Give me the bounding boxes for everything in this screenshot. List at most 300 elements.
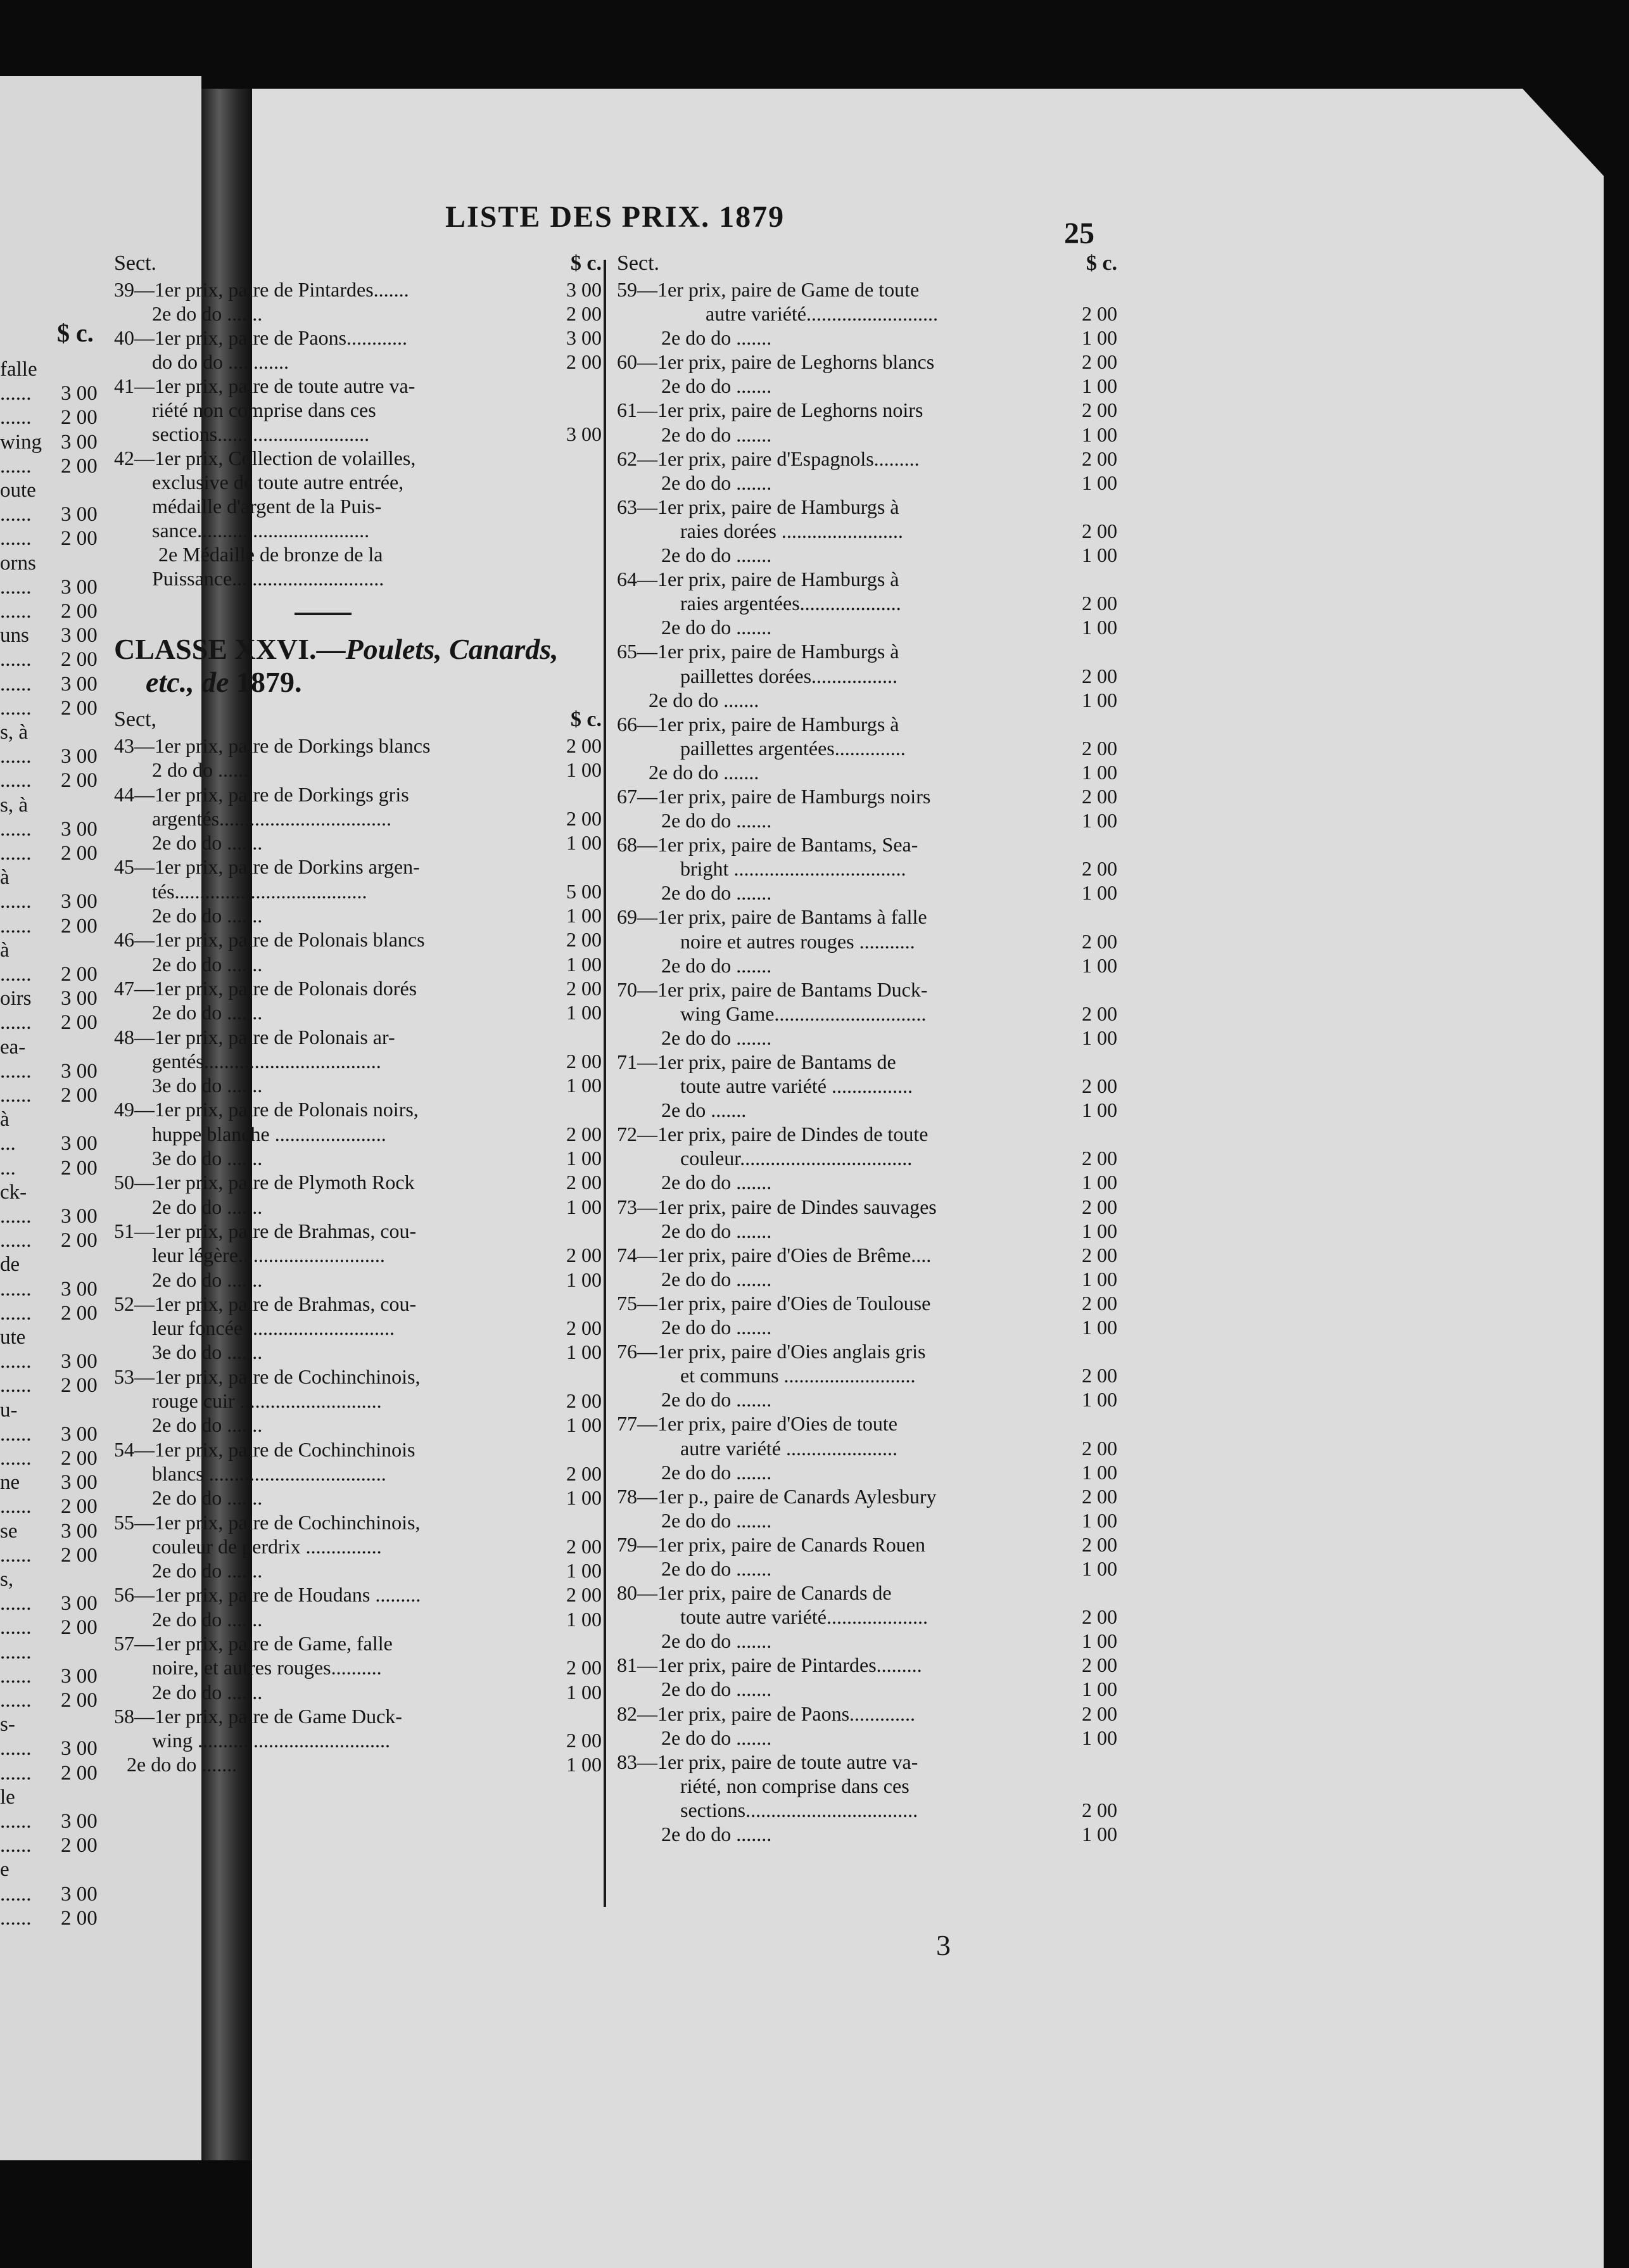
prize-description: 77—1er prix, paire d'Oies de toute: [617, 1412, 897, 1436]
prize-line: [617, 1123, 1117, 1147]
prize-line: [114, 953, 602, 977]
prize-description: 2e do do .......: [661, 326, 772, 350]
prize-line: [617, 471, 1117, 495]
prize-line: [617, 1461, 1117, 1485]
prize-line: [114, 1753, 602, 1777]
right-column: [617, 249, 1117, 1847]
class-number: CLASSE XXVI.—: [114, 633, 346, 665]
prize-line: [114, 1171, 602, 1195]
left-page-text: uns: [0, 624, 29, 647]
left-page-text: ......: [0, 1374, 32, 1398]
prize-line: [617, 1244, 1117, 1268]
prize-description: 62—1er prix, paire d'Espagnols.........: [617, 447, 920, 470]
prize-description: riété non comprise dans ces: [152, 398, 376, 421]
prize-description: rouge cuir ............................: [152, 1389, 382, 1413]
prize-line: [114, 977, 602, 1001]
prize-line: [114, 807, 602, 831]
prize-line: [114, 1559, 602, 1583]
left-page-amount: 3 00: [61, 1422, 98, 1446]
prize-line: [114, 1413, 602, 1437]
prize-description: 58—1er prix, paire de Game Duck-: [114, 1704, 402, 1728]
left-page-text: s,: [0, 1568, 14, 1591]
prize-description: 70—1er prix, paire de Bantams Duck-: [617, 978, 928, 1001]
prize-amount: 2 00: [1082, 1798, 1117, 1821]
prize-amount: 2 00: [1082, 1436, 1117, 1460]
left-page-text: ......: [0, 454, 32, 478]
prize-amount: 1 00: [1082, 471, 1117, 494]
prize-amount: 2 00: [566, 806, 602, 830]
prize-line: [114, 519, 602, 543]
left-page-text: ute: [0, 1326, 26, 1349]
left-page-amount: 3 00: [61, 1810, 98, 1833]
prize-line: [617, 350, 1117, 374]
prize-amount: 2 00: [1082, 736, 1117, 760]
prize-amount: 2 00: [1082, 664, 1117, 687]
prize-line: [114, 831, 602, 855]
prize-line: [114, 1268, 602, 1292]
left-page-amount: 3 00: [61, 745, 98, 768]
prize-line: [617, 1533, 1117, 1557]
prize-description: 60—1er prix, paire de Leghorns blancs: [617, 350, 935, 374]
prize-line: [617, 1437, 1117, 1461]
left-page-text: ......: [0, 914, 32, 938]
prize-description: 45—1er prix, paire de Dorkins argen-: [114, 855, 420, 879]
prize-description: 2e do .......: [661, 1099, 747, 1122]
prize-line: [617, 1823, 1117, 1847]
left-page-text: ......: [0, 890, 32, 914]
prize-amount: 1 00: [1082, 760, 1117, 784]
prize-amount: 2 00: [1082, 1195, 1117, 1218]
left-page-text: à: [0, 1108, 10, 1131]
prize-amount: 1 00: [1082, 1823, 1117, 1845]
left-page-amount: 2 00: [61, 1301, 98, 1325]
prize-description: leur foncée .............................: [152, 1316, 395, 1340]
prize-line: [617, 374, 1117, 398]
prize-line: [114, 928, 602, 952]
prize-amount: 1 00: [1082, 1267, 1117, 1290]
prize-description: 51—1er prix, paire de Brahmas, cou-: [114, 1219, 417, 1242]
prize-description: 55—1er prix, paire de Cochinchinois,: [114, 1510, 421, 1534]
prize-amount: 2 00: [1082, 350, 1117, 374]
left-page-amount: 2 00: [61, 1834, 98, 1857]
left-page-amount: 3 00: [61, 1519, 98, 1543]
prize-line: [617, 495, 1117, 519]
prize-description: 43—1er prix, paire de Dorkings blancs: [114, 734, 431, 757]
left-page-text: ......: [0, 696, 32, 720]
left-page-amount: 3 00: [61, 1592, 98, 1615]
prize-description: 39—1er prix, paire de Pintardes.......: [114, 278, 409, 301]
prize-line: [114, 350, 602, 374]
prize-line: [114, 1486, 602, 1510]
left-page-amount: 2 00: [61, 1156, 98, 1180]
prize-description: 2 do do .......: [152, 758, 253, 782]
prize-amount: 2 00: [566, 1729, 602, 1752]
prize-amount: 1 00: [1082, 1099, 1117, 1122]
left-page-amount: 3 00: [61, 817, 98, 841]
prize-amount: 1 00: [1082, 544, 1117, 567]
left-page-amount: 3 00: [61, 624, 98, 647]
prize-line: [617, 1099, 1117, 1123]
prize-line: [114, 1074, 602, 1098]
prize-amount: 1 00: [1082, 423, 1117, 446]
prize-amount: 2 00: [566, 1171, 602, 1194]
left-page-text: ......: [0, 1761, 32, 1785]
divider-rule: [295, 613, 352, 615]
prize-line: [114, 567, 602, 591]
prize-amount: 1 00: [1082, 1388, 1117, 1411]
left-page-amount: 3 00: [61, 430, 98, 454]
left-page-text: de: [0, 1253, 20, 1277]
prize-amount: 1 00: [566, 1607, 602, 1631]
prize-line: [617, 737, 1117, 761]
left-page-text: falle: [0, 358, 37, 381]
prize-description: 2e do do .......: [661, 1823, 772, 1845]
prize-amount: 1 00: [566, 1268, 602, 1291]
prize-line: [617, 1388, 1117, 1412]
prize-line: [114, 302, 602, 326]
left-page-text: à: [0, 938, 10, 962]
prize-line: [114, 326, 602, 350]
prize-amount: 2 00: [566, 1244, 602, 1267]
prize-line: [617, 616, 1117, 640]
prize-description: 69—1er prix, paire de Bantams à falle: [617, 905, 927, 929]
prize-description: 52—1er prix, paire de Brahmas, cou-: [114, 1292, 417, 1315]
left-page-text: oute: [0, 479, 36, 502]
prize-line: [114, 1147, 602, 1171]
left-page-amount: 2 00: [61, 1084, 98, 1107]
prize-amount: 3 00: [566, 278, 602, 301]
prize-description: 47—1er prix, paire de Polonais dorés: [114, 976, 417, 1000]
prize-line: [617, 1195, 1117, 1220]
prize-description: noire et autres rouges ...........: [680, 929, 915, 953]
prize-description: 3e do do .......: [152, 1147, 263, 1170]
prize-description: do do do ............: [152, 350, 289, 373]
prize-description: 2e do do .......: [152, 302, 263, 325]
prize-description: 2e do do .......: [661, 1460, 772, 1484]
prize-line: [114, 495, 602, 519]
left-page-text: s-: [0, 1713, 15, 1736]
prize-amount: 2 00: [1082, 1605, 1117, 1629]
prize-amount: 1 00: [1082, 1557, 1117, 1580]
prize-amount: 1 00: [566, 1147, 602, 1170]
prize-line: [617, 930, 1117, 954]
prize-description: 57—1er prix, paire de Game, falle: [114, 1631, 393, 1655]
prize-description: 2e do do .......: [649, 760, 759, 784]
prize-line: [114, 1098, 602, 1122]
prize-amount: 1 00: [1082, 1219, 1117, 1242]
prize-amount: 2 00: [1082, 929, 1117, 953]
left-page-text: ......: [0, 842, 32, 865]
left-page-text: ......: [0, 1616, 32, 1640]
left-page-text: ......: [0, 1205, 32, 1228]
prize-line: [617, 1702, 1117, 1726]
prize-description: 2e do do .......: [661, 1219, 772, 1242]
prize-description: 82—1er prix, paire de Paons.............: [617, 1702, 916, 1725]
prize-amount: 2 00: [1082, 398, 1117, 422]
left-page-text: ...: [0, 1132, 16, 1156]
prize-line: [617, 568, 1117, 592]
left-page-amount: 2 00: [61, 1495, 98, 1519]
prize-amount: 2 00: [566, 976, 602, 1000]
prize-line: [114, 1535, 602, 1559]
prize-line: [617, 1316, 1117, 1340]
prize-line: [617, 1412, 1117, 1436]
prize-description: 2e do do .......: [152, 904, 263, 927]
prize-description: 2e do do .......: [152, 1195, 263, 1218]
prize-amount: 2 00: [1082, 302, 1117, 326]
left-page-amount: 3 00: [61, 1350, 98, 1373]
prize-amount: 1 00: [1082, 1026, 1117, 1049]
prize-description: 50—1er prix, paire de Plymoth Rock: [114, 1171, 415, 1194]
prize-line: [617, 1678, 1117, 1702]
left-page-text: ......: [0, 1301, 32, 1325]
prize-description: 59—1er prix, paire de Game de toute: [617, 278, 920, 301]
left-page-amount: 3 00: [61, 1205, 98, 1228]
prize-description: 76—1er prix, paire d'Oies anglais gris: [617, 1340, 926, 1363]
prize-description: autre variété..........................: [706, 302, 938, 326]
prize-line: [617, 544, 1117, 568]
prize-description: 64—1er prix, paire de Hamburgs à: [617, 568, 899, 591]
prize-line: [617, 592, 1117, 616]
prize-description: 40—1er prix, paire de Paons............: [114, 326, 408, 349]
left-page-text: ...: [0, 1156, 16, 1180]
prize-list-right: [617, 278, 1117, 1847]
prize-amount: 1 00: [1082, 688, 1117, 711]
prize-description: 56—1er prix, paire de Houdans .........: [114, 1583, 421, 1607]
left-column-header-2: [114, 705, 602, 734]
left-page-amount: 2 00: [61, 648, 98, 672]
prize-line: [617, 1220, 1117, 1244]
left-page-text: ......: [0, 963, 32, 986]
left-page-text: ......: [0, 1737, 32, 1761]
class-year: 1879.: [236, 666, 302, 698]
prize-amount: 3 00: [566, 423, 602, 445]
prize-description: 2e do do .......: [152, 952, 263, 976]
prize-amount: 1 00: [1082, 1678, 1117, 1701]
prize-line: [114, 1729, 602, 1753]
left-page-text: ......: [0, 1543, 32, 1567]
prize-line: [617, 1557, 1117, 1581]
prize-line: [617, 326, 1117, 350]
prize-description: raies argentées....................: [680, 592, 901, 615]
prize-amount: 2 00: [1082, 1291, 1117, 1315]
left-page-text: s, à: [0, 721, 28, 744]
left-page-amount: 3 00: [61, 1059, 98, 1083]
prize-amount: 2 00: [566, 1316, 602, 1340]
prize-amount: 1 00: [566, 1195, 602, 1218]
left-page-amount: 3 00: [61, 987, 98, 1010]
class-title-2: etc., de: [146, 666, 229, 698]
prize-line: [114, 1341, 602, 1365]
prize-amount: 2 00: [1082, 447, 1117, 470]
left-page-line: [0, 1834, 201, 1858]
prize-line: [114, 1656, 602, 1680]
left-page-text: ne: [0, 1471, 20, 1494]
prize-line: [617, 1147, 1117, 1171]
prize-line: [114, 423, 602, 447]
left-page-text: ......: [0, 600, 32, 623]
prize-description: 2e do do .......: [152, 831, 263, 855]
left-page-text: ......: [0, 1882, 32, 1906]
left-page-amount: 3 00: [61, 1277, 98, 1301]
prize-amount: 1 00: [1082, 953, 1117, 977]
prize-line: [617, 1799, 1117, 1823]
prize-description: 2e do do .......: [661, 1316, 772, 1339]
left-page-amount: 2 00: [61, 1616, 98, 1640]
prize-line: [617, 713, 1117, 737]
left-page-text: ......: [0, 1640, 32, 1664]
prize-amount: 1 00: [566, 831, 602, 855]
left-page-text: ......: [0, 648, 32, 672]
left-page-amount: 2 00: [61, 1374, 98, 1398]
prize-description: paillettes dorées.................: [680, 664, 898, 687]
prize-description: 81—1er prix, paire de Pintardes.........: [617, 1653, 922, 1677]
prize-description: 2e do do .......: [661, 1388, 772, 1411]
prize-description: 2e do do .......: [661, 616, 772, 639]
prize-description: gentés...................................: [152, 1049, 381, 1073]
prize-line: [114, 471, 602, 495]
left-page-amount: 3 00: [61, 1882, 98, 1906]
prize-description: 54—1er prix, paire de Cochinchinois: [114, 1437, 415, 1461]
prize-line: [617, 1074, 1117, 1099]
prize-amount: 2 00: [566, 734, 602, 757]
prize-line: [114, 1292, 602, 1316]
prize-line: [617, 1171, 1117, 1195]
prize-line: [617, 447, 1117, 471]
prize-description: 2e do do .......: [152, 1413, 263, 1437]
prize-description: autre variété ......................: [680, 1436, 897, 1460]
class-title: Poulets, Canards,: [345, 633, 559, 665]
prize-line: [617, 1726, 1117, 1750]
prize-line: [114, 758, 602, 782]
prize-description: argentés..................................: [152, 806, 392, 830]
prize-amount: 1 00: [566, 1341, 602, 1364]
prize-description: 2e do do .......: [661, 1557, 772, 1580]
left-page-amount: 3 00: [61, 1471, 98, 1494]
prize-amount: 1 00: [1082, 1316, 1117, 1339]
left-page-text: wing: [0, 430, 42, 454]
prize-line: [617, 1340, 1117, 1364]
prize-description: 79—1er prix, paire de Canards Rouen: [617, 1532, 925, 1556]
prize-line: [114, 1681, 602, 1705]
prize-line: [114, 278, 602, 302]
prize-description: 2e do do .......: [152, 1559, 263, 1583]
prize-description: blancs ...................................: [152, 1462, 386, 1485]
prize-description: 2e do do .......: [661, 1629, 772, 1653]
prize-amount: 2 00: [1082, 519, 1117, 542]
sect-label: Sect.: [114, 252, 157, 275]
prize-description: 80—1er prix, paire de Canards de: [617, 1581, 892, 1605]
prize-description: bright ..................................: [680, 857, 906, 881]
prize-amount: 2 00: [1082, 1243, 1117, 1266]
prize-amount: 2 00: [1082, 1484, 1117, 1508]
prize-description: exclusive de toute autre entrée,: [152, 471, 404, 494]
prize-description: toute autre variété ................: [680, 1074, 913, 1098]
left-page-amount: 2 00: [61, 696, 98, 720]
prize-description: 71—1er prix, paire de Bantams de: [617, 1050, 896, 1073]
prize-line: [114, 1462, 602, 1486]
left-page-text: ......: [0, 1084, 32, 1107]
prize-line: [114, 1632, 602, 1656]
prize-line: [114, 543, 602, 567]
prize-line: [617, 785, 1117, 809]
section-divider: [114, 591, 602, 629]
prize-line: [617, 1653, 1117, 1678]
prize-description: 72—1er prix, paire de Dindes de toute: [617, 1123, 929, 1146]
left-page-text: ......: [0, 745, 32, 768]
left-page-amount: 3 00: [61, 382, 98, 405]
prize-amount: 2 00: [566, 1656, 602, 1679]
prize-amount: 2 00: [1082, 857, 1117, 881]
prize-line: [617, 1050, 1117, 1074]
prize-description: 2e do do .......: [661, 1678, 772, 1701]
left-page-amount: 2 00: [61, 914, 98, 938]
prize-line: [617, 689, 1117, 713]
left-page-text: ......: [0, 1834, 32, 1857]
prize-line: [617, 1364, 1117, 1388]
prize-description: Puissance..............................: [152, 567, 384, 590]
left-page-text: ......: [0, 1810, 32, 1833]
prize-line: [114, 1365, 602, 1389]
prize-line: [114, 1583, 602, 1607]
prize-description: toute autre variété....................: [680, 1605, 928, 1629]
prize-amount: 2 00: [566, 928, 602, 952]
prize-list-class-xxvi: [114, 734, 602, 1778]
left-page-text: ......: [0, 672, 32, 696]
prize-amount: 1 00: [1082, 1171, 1117, 1194]
prize-description: 53—1er prix, paire de Cochinchinois,: [114, 1365, 421, 1388]
prize-amount: 1 00: [1082, 1460, 1117, 1484]
left-page-text: ......: [0, 1495, 32, 1519]
left-page-text: à: [0, 866, 10, 889]
prize-description: 46—1er prix, paire de Polonais blancs: [114, 928, 425, 952]
prize-description: sance..................................: [152, 519, 370, 542]
prize-line: [114, 855, 602, 879]
left-page-text: e: [0, 1858, 10, 1882]
prize-line: [114, 1220, 602, 1244]
left-page-amount: 2 00: [61, 1689, 98, 1712]
prize-amount: 5 00: [566, 879, 602, 903]
prize-description: 41—1er prix, paire de toute autre va-: [114, 374, 415, 397]
prize-line: [114, 1316, 602, 1341]
left-page-line: [0, 1858, 201, 1882]
class-heading: [114, 633, 602, 699]
prize-line: [617, 1581, 1117, 1605]
prize-description: 49—1er prix, paire de Polonais noirs,: [114, 1098, 419, 1121]
left-page-text: ......: [0, 1422, 32, 1446]
prize-line: [114, 374, 602, 398]
left-page-text: le: [0, 1785, 15, 1809]
left-page-amount: 2 00: [61, 963, 98, 986]
left-page-text: ......: [0, 382, 32, 405]
prize-description: 2e do do .......: [661, 1508, 772, 1532]
left-page-line: [0, 1810, 201, 1834]
left-page-text: ......: [0, 575, 32, 599]
prize-amount: 1 00: [566, 1559, 602, 1583]
left-page-amount: 2 00: [61, 1011, 98, 1035]
left-page-amount: 2 00: [61, 769, 98, 793]
prize-line: [617, 1750, 1117, 1774]
sect-label-2: Sect,: [114, 708, 157, 731]
prize-amount: 1 00: [1082, 374, 1117, 398]
prize-line: [617, 1629, 1117, 1653]
prize-description: 2e do do .......: [649, 688, 759, 711]
prize-description: 44—1er prix, paire de Dorkings gris: [114, 782, 409, 806]
prize-line: [114, 1050, 602, 1074]
prize-description: raies dorées ........................: [680, 519, 903, 542]
prize-description: 67—1er prix, paire de Hamburgs noirs: [617, 784, 931, 808]
prize-line: [114, 1608, 602, 1632]
